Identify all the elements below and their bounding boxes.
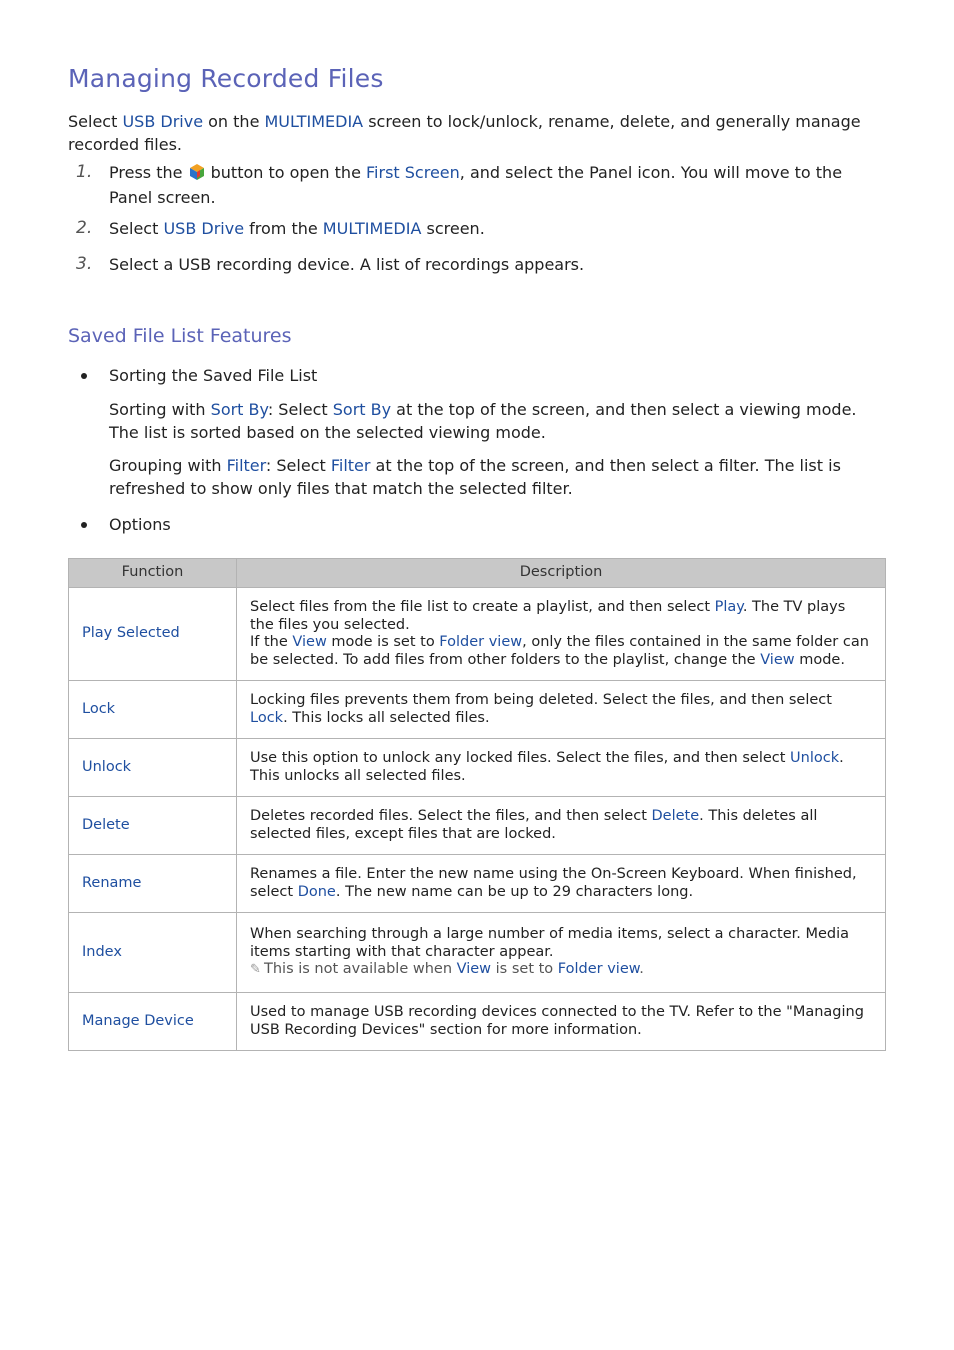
description-cell: Locking files prevents them from being deleted. Select the files, and then select Lock. This locks all selected files. — [237, 681, 886, 739]
description-cell: Used to manage USB recording devices connected to the TV. Refer to the "Managing USB Recording Devices" section for more information. — [237, 993, 886, 1051]
description-cell: Use this option to unlock any locked files. Select the files, and then select Unlock. This unlocks all selected files. — [237, 739, 886, 797]
page-title: Managing Recorded Files — [68, 64, 384, 93]
sort-by-link[interactable]: Sort By — [210, 400, 268, 419]
function-rename[interactable]: Rename — [69, 855, 237, 913]
sort-by-link[interactable]: Sort By — [332, 400, 392, 419]
intro-paragraph — [68, 110, 873, 156]
description-cell: Renames a file. Enter the new name using the On-Screen Keyboard. When finished, select Done. The new name can be up to 29 characters long. — [237, 855, 886, 913]
folder-view-link[interactable]: Folder view — [439, 634, 523, 650]
bullet-title: Options — [109, 515, 171, 534]
function-manage-device[interactable]: Manage Device — [69, 993, 237, 1051]
lock-link[interactable]: Lock — [250, 709, 284, 726]
multimedia-link[interactable]: MULTIMEDIA — [322, 219, 422, 238]
table-header-row — [69, 559, 886, 588]
table-row — [69, 588, 886, 681]
table-row — [69, 993, 886, 1051]
view-link[interactable]: View — [456, 961, 492, 978]
multimedia-link[interactable]: MULTIMEDIA — [264, 112, 364, 131]
step-text: Select USB Drive from the MULTIMEDIA screen. — [109, 219, 485, 238]
grouping-paragraph: Grouping with Filter: Select Filter at the top of the screen, and then select a filter. The list is refreshed to show only files that match the selected filter. — [109, 456, 841, 498]
options-table — [68, 558, 886, 1051]
bullet-dot — [81, 373, 87, 379]
function-lock[interactable]: Lock — [69, 681, 237, 739]
section-title: Saved File List Features — [68, 325, 292, 347]
step-number: 2. — [76, 218, 93, 238]
table-row — [69, 681, 886, 739]
bullet-dot — [81, 522, 87, 528]
filter-link[interactable]: Filter — [226, 456, 266, 475]
step-text: Press the button to open the First Screen, and select the Panel icon. You will move to the Panel screen. — [109, 163, 843, 207]
unlock-link[interactable]: Unlock — [790, 750, 840, 766]
filter-link[interactable]: Filter — [330, 456, 371, 475]
table-row — [69, 913, 886, 993]
delete-link[interactable]: Delete — [651, 808, 700, 824]
column-header-function: Function — [69, 559, 237, 588]
function-index[interactable]: Index — [69, 913, 237, 993]
smart-hub-icon — [190, 163, 204, 186]
bullet-title: Sorting the Saved File List — [109, 366, 318, 385]
function-unlock[interactable]: Unlock — [69, 739, 237, 797]
first-screen-link[interactable]: First Screen — [366, 163, 460, 182]
step-number: 1. — [76, 162, 93, 182]
table-row — [69, 797, 886, 855]
step-number: 3. — [76, 254, 93, 274]
description-cell: When searching through a large number of media items, select a character. Media items starting with that character appear. ✎ This is not available when View is set to Folder view. — [237, 913, 886, 993]
intro-text: Select — [68, 112, 123, 131]
usb-drive-link[interactable]: USB Drive — [163, 219, 245, 238]
intro-text: on the — [203, 112, 265, 131]
function-delete[interactable]: Delete — [69, 797, 237, 855]
table-row — [69, 739, 886, 797]
column-header-description: Description — [237, 559, 886, 588]
done-link[interactable]: Done — [297, 883, 336, 900]
step-text: Select a USB recording device. A list of recordings appears. — [109, 255, 585, 274]
sorting-paragraph: Sorting with Sort By: Select Sort By at the top of the screen, and then select a viewing mode. The list is sorted based on the selected viewing mode. — [109, 400, 857, 442]
view-link[interactable]: View — [760, 651, 795, 668]
intro-text: screen to lock/unlock, rename, delete, and generally manage recorded files. — [68, 112, 861, 154]
usb-drive-link[interactable]: USB Drive — [122, 112, 204, 131]
pencil-icon: ✎ — [250, 962, 261, 978]
description-cell: Deletes recorded files. Select the files, and then select Delete. This deletes all selected files, except files that are locked. — [237, 797, 886, 855]
folder-view-link[interactable]: Folder view — [557, 961, 640, 978]
play-link[interactable]: Play — [714, 599, 743, 615]
function-play-selected[interactable]: Play Selected — [69, 588, 237, 681]
description-cell: Select files from the file list to create a playlist, and then select Play. The TV plays the files you selected. If the View mode is set to Folder view, only the files contained in the same folder can be selected. To add files from other folders to the playlist, change the View mode. — [237, 588, 886, 681]
note-line: ✎ This is not available when View is set to Folder view. — [250, 961, 644, 978]
table-row — [69, 855, 886, 913]
view-link[interactable]: View — [292, 634, 327, 650]
